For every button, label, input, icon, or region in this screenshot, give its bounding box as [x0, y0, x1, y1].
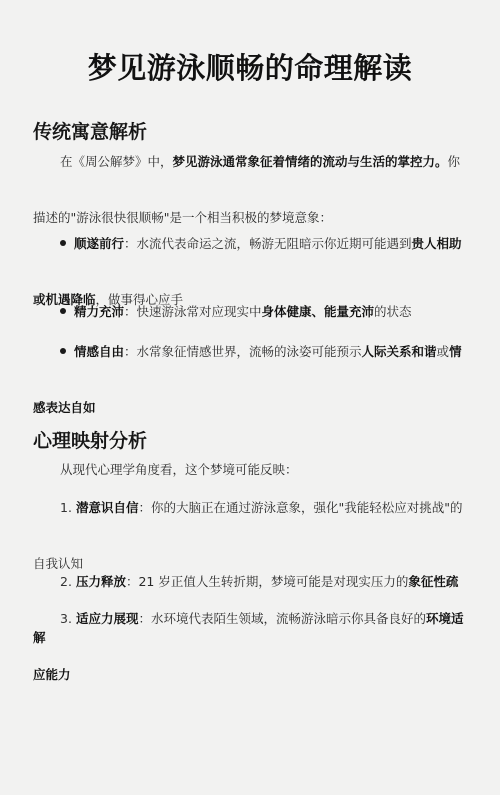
bullet-text: ：快速游泳常对应现实中: [124, 304, 262, 319]
item-text: ：水环境代表陌生领域，流畅游泳暗示你具备良好的: [138, 611, 426, 626]
bullet-bold-2: 情感表达自如: [33, 344, 462, 415]
item-bold: 象征性疏解: [33, 574, 459, 645]
bullet-dot-icon: [60, 308, 66, 314]
bullet-bold: 身体健康、能量充沛: [261, 304, 375, 319]
bullet-label: 精力充沛: [74, 304, 125, 319]
section2-intro: 从现代心理学角度看，这个梦境可能反映：: [60, 462, 298, 477]
intro-text-2: 你描述的"游泳很快很顺畅"是一个相当积极的梦境意象：: [33, 154, 461, 225]
item-text: ：你的大脑正在通过游泳意象，强化"我能轻松应对挑战"的自我认知: [33, 500, 463, 571]
item-text: ：21 岁正值人生转折期，梦境可能是对现实压力的: [125, 574, 409, 589]
item-label: 压力释放: [75, 574, 126, 589]
item-label: 适应力展现: [75, 611, 139, 626]
bullet-text-tail: ，做事得心应手: [95, 292, 184, 307]
section-heading-psychology: 心理映射分析: [33, 430, 148, 452]
bullet-dot-icon: [60, 240, 66, 246]
item-number: 1.: [60, 500, 72, 515]
intro-bold: 梦见游泳通常象征着情绪的流动与生活的掌控力。: [172, 154, 448, 169]
item-number: 3.: [60, 611, 72, 626]
bullet-text-tail: 的状态: [374, 304, 412, 319]
bullet-text: ：水流代表命运之流，畅游无阻暗示你近期可能遇到: [124, 236, 412, 251]
page-title: 梦见游泳顺畅的命理解读: [87, 51, 413, 85]
bullet-bold: 贵人相助或机遇降临: [33, 236, 462, 307]
bullet-label: 顺遂前行: [74, 236, 125, 251]
bullet-dot-icon: [60, 348, 66, 354]
bullet-text-mid: 或: [436, 344, 450, 359]
numbered-item-adaptability: [33, 591, 468, 703]
section-heading-traditional: 传统寓意解析: [33, 121, 148, 143]
item-number: 2.: [60, 574, 72, 589]
bullet-item-emotion: [33, 324, 468, 436]
item-label: 潜意识自信: [75, 500, 139, 515]
bullet-text: ：水常象征情感世界，流畅的泳姿可能预示: [124, 344, 362, 359]
bullet-bold: 人际关系和谐: [361, 344, 437, 359]
intro-text-1: 在《周公解梦》中，: [60, 154, 173, 169]
item-bold: 环境适应能力: [33, 611, 464, 682]
bullet-label: 情感自由: [74, 344, 125, 359]
